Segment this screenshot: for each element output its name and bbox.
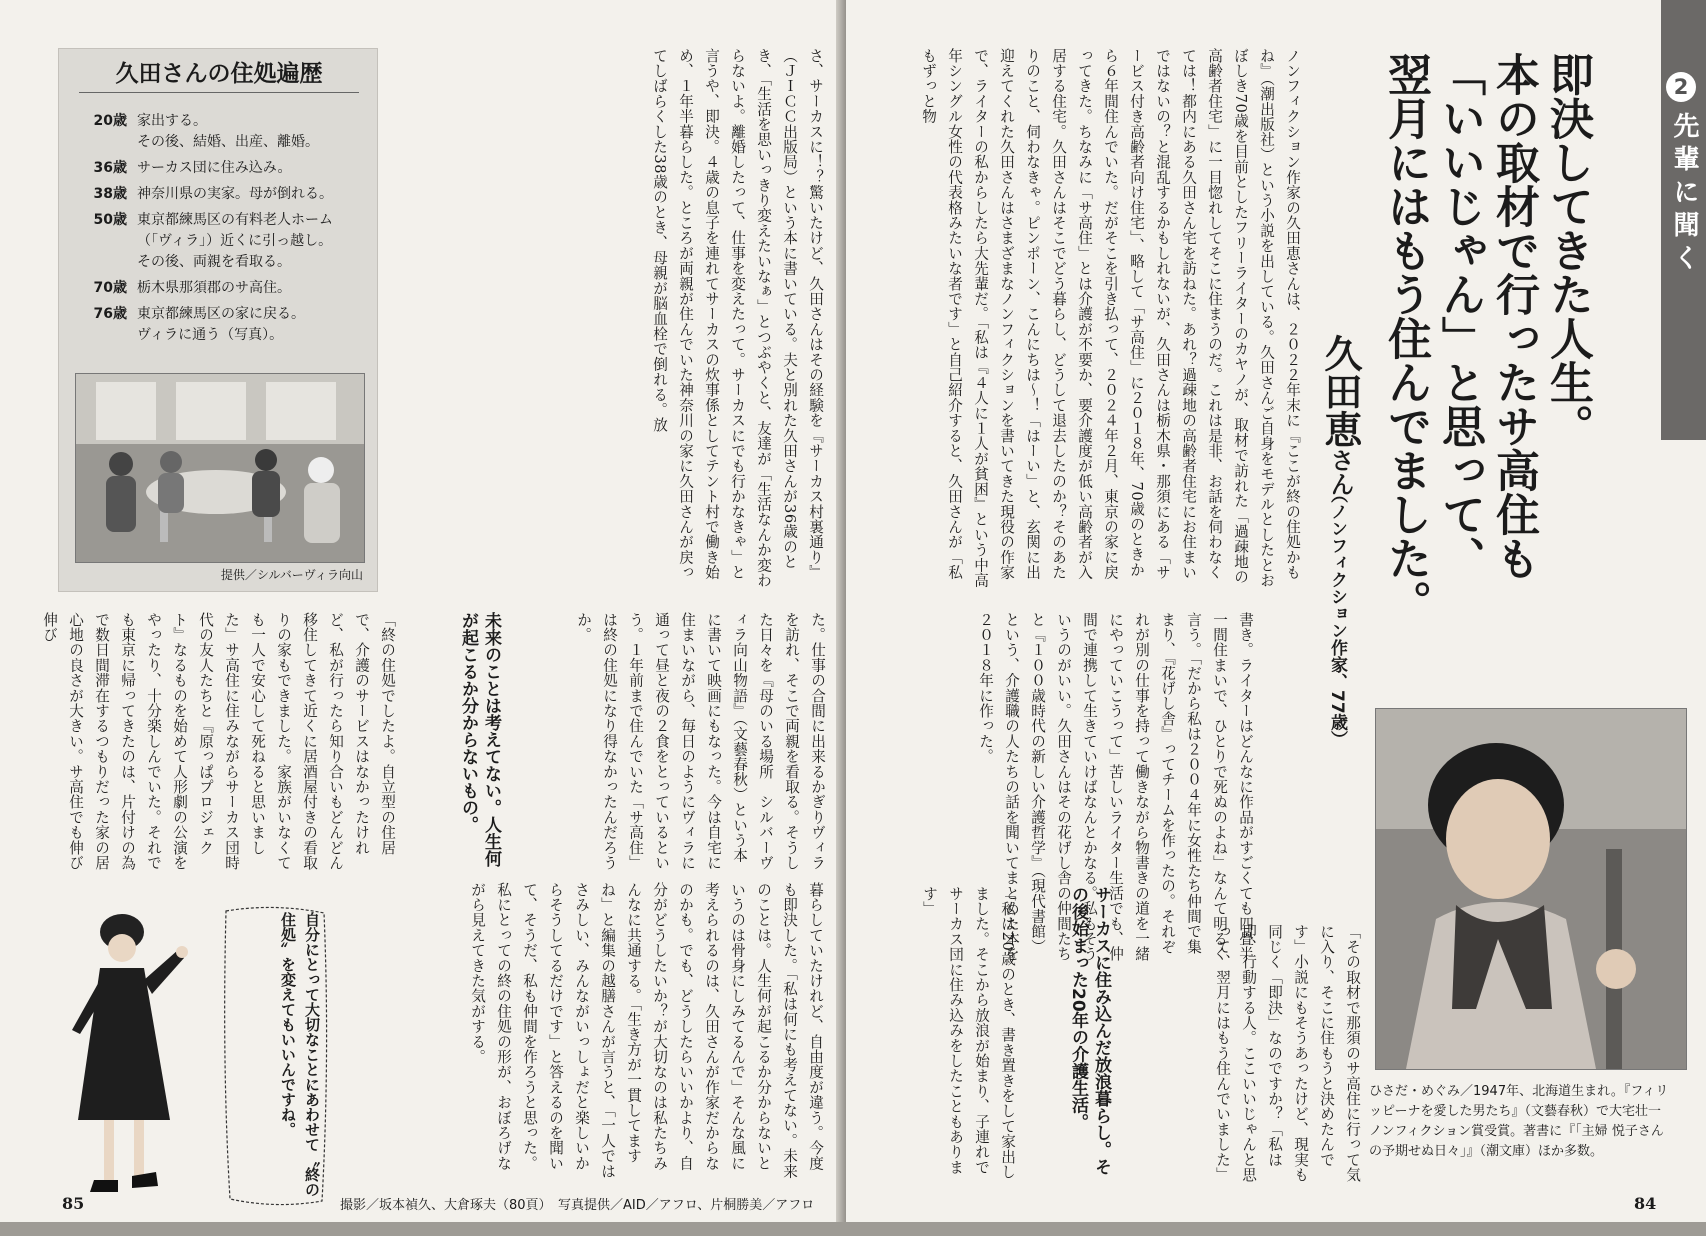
section-tab-label: 先輩に聞く bbox=[1669, 112, 1699, 277]
body-column: さ、サーカスに！？驚いたけど、久田さんはその経験を『サーカス村裏通り』（ＪＩＣＣ出版局）という本に書いている。夫と別れた久田さんが36歳のとき、「生活を思いっきり変えたいなぁ」とつぶやくと、友達が「生活なんか変わらないよ。離婚したって、仕事を変えたって。サーカスにでも行かなきゃ」と言うや、即決。４歳の息子を連れてサーカスの炊事係としてテント村で働き始め、１年半暮らした。ところが両親が住んでいた神奈川の家に久田さんが戻ってしばらくした38歳のとき、母親が脳血栓で倒れる。放 bbox=[651, 48, 824, 588]
person-name-block bbox=[1318, 334, 1362, 496]
author-caption: ひさだ・めぐみ／1947年、北海道生まれ。『フィリッピーナを愛した男たち』（文藝春秋）で大宅壮一ノンフィクション賞受賞。著書に『「主婦 悦子さんの予期せぬ日々」』（潮文庫）ほか多数。 bbox=[1369, 1084, 1669, 1159]
timeline-age: 36歳 bbox=[93, 160, 127, 176]
body-column: 「その取材で那須のサ高住に行って気に入り、そこに住もうと決めたんです」小説にもそうあったけど、現実も同じく「即決」なのですか？「私は即、行動する人。ここいいじゃんと思って、翌月にはもう住んでいました」 bbox=[1214, 924, 1361, 1183]
box-title: 久田さんの住処遍歴 bbox=[79, 55, 359, 93]
person-name: 久田恵 bbox=[1318, 334, 1362, 448]
residence-history-box bbox=[58, 48, 378, 592]
author-portrait-photo bbox=[1375, 708, 1687, 1070]
headline-line-2: 本の取材で行ったサ高住も bbox=[1488, 52, 1539, 580]
timeline-text: 神奈川県の実家。母が倒れる。 bbox=[137, 186, 333, 202]
person-honorific: さん bbox=[1326, 448, 1354, 496]
body-column: 「終の住処でしたよ。自立型の住居で、介護のサービスはなかったけれど、私が行ったら知り合いもどんどん移住してきて近くに居酒屋付きの看取りの家もできました。家族がいなくても一人で安心して死ねると思いました」サ高住に住みながらサーカス団時代の友人たちと『原っぱプロジェクト』なるものを始めて人形劇の公演をやったり、十分楽しんでいた。それでも東京に帰ってきたのは、片付けの為で数日間滞在するつもりだった家の居心地の良さが大きい。サ高住でも伸び伸び bbox=[41, 612, 396, 871]
body-column: 「私は20歳のとき、書き置きをして家出しました。そこから放浪が始まり、子連れでサーカス団に住み込みをしたこともあります」 bbox=[921, 886, 1016, 1180]
page-number-left: 85 bbox=[62, 1194, 85, 1213]
timeline-list bbox=[67, 111, 367, 351]
photo-credit: 提供／シルバーヴィラ向山 bbox=[220, 568, 363, 582]
scan-bottom-edge bbox=[0, 1222, 1706, 1236]
timeline-item bbox=[67, 184, 367, 205]
timeline-text: 東京都練馬区の家に戻る。 ヴィラに通う（写真）。 bbox=[137, 306, 305, 343]
section-heading: サーカスに住み込んだ放浪暮らし。その後始まった20年の介護生活。 bbox=[1068, 886, 1111, 1175]
body-column: 暮らしていたけれど、自由度が違う。今度も即決した。「私は何にも考えてない。未来のことは。人生何が起こるか分からないというのは骨身にしみてるんで」そんな風に考えられるのは、久田さんが作家だからなのかも。でも、どうしたらいいかより、自分がどうしたいか？が大切なのは私たちみんなに共通する。「生き方が一貫してますね」と編集の越膳さんが言うと、「一人ではさみしい、みんながいっしょだと楽しいからそうしてるだけです」と答えるのを聞いて、そうだ、私も仲間を作ろうと思った。私にとっての終の住処の形が、おぼろげながら見えてきた気がする。 bbox=[469, 882, 824, 1179]
section-number-badge: 2 bbox=[1666, 72, 1696, 102]
timeline-age: 76歳 bbox=[93, 306, 127, 322]
section-heading: 未来のことは考えてない。人生何が起こるか分からないもの。 bbox=[458, 612, 501, 867]
timeline-text: 栃木県那須郡のサ高住。 bbox=[137, 280, 291, 296]
body-column: た。仕事の合間に出来るかぎりヴィラを訪れ、そこで両親を看取る。そうした日々を『母のいる場所 シルバーヴィラ向山物語』（文藝春秋）という本に書いて映画にもなった。今は自宅に住まいながら、毎日のようにヴィラに通って昼と夜の２食をとっているという。１年前まで住んでいた「サ高住」は終の住処になり得なかったんだろうか。 bbox=[575, 612, 826, 871]
headline-line-3: 「いいじゃん」と思って、 bbox=[1434, 52, 1485, 580]
timeline-text: 家出する。 その後、結婚、出産、離婚。 bbox=[137, 113, 319, 150]
timeline-item bbox=[67, 158, 367, 179]
timeline-item bbox=[67, 304, 367, 346]
timeline-item bbox=[67, 210, 367, 273]
speech-bubble-text: 自分にとって大切なことにあわせて〝終の住処〟を変えてもいいんですね。 bbox=[279, 912, 321, 1197]
person-illustration bbox=[60, 910, 220, 1210]
page-left bbox=[0, 0, 846, 1236]
headline-line-4: 翌月にはもう住んでました。 bbox=[1380, 52, 1431, 624]
timeline-age: 38歳 bbox=[93, 186, 127, 202]
timeline-text: 東京都練馬区の有料老人ホーム （「ヴィラ」）近くに引っ越し。 その後、両親を看取る。 bbox=[137, 212, 333, 270]
timeline-age: 50歳 bbox=[93, 212, 127, 228]
page-number-right: 84 bbox=[1634, 1194, 1657, 1213]
timeline-item bbox=[67, 278, 367, 299]
timeline-item bbox=[67, 111, 367, 153]
person-title: （ノンフィクション作家、77歳） bbox=[1327, 486, 1347, 748]
body-column: 書き。ライターはどんなに作品がすごくても四畳半一間住まいで、ひとりで死ぬのよね」なんて明るく言う。「だから私は２００４年に女性たち仲間で集まり、『花げし舎』ってチームを作ったの。それぞれが別の仕事を持って働きながら物書きの道を一緒にやっていこうって」苦しいライター生活でも、仲間で連携して生きていけばなんとかなる。私もそういうのがいい。久田さんはその花げし舎の仲間たちと『１００歳時代の新しい介護哲学』（現代書館）という、介護職の人たちの話を聞いてまとめた本を２０１８年に作った。 bbox=[977, 612, 1254, 962]
villa-photo bbox=[75, 373, 365, 563]
headline-line-1: 即決してきた人生。 bbox=[1542, 52, 1593, 448]
timeline-age: 70歳 bbox=[93, 280, 127, 296]
timeline-text: サーカス団に住み込み。 bbox=[137, 160, 292, 176]
body-column: ノンフィクション作家の久田恵さんは、２０２２年末に『ここが終の住処かもね』（潮出版社）という小説を出している。久田さんご自身をモデルとしたとおぼしき70歳を目前としたフリーライターのカヤノが、取材で訪れた「過疎地の高齢者住宅」に一目惚れしてそこに住まうのだ。これは是非、お話を伺わなくては！都内にある久田さん宅を訪ねた。あれ？過疎地の高齢者住宅にお住まいではないの？と混乱するかもしれないが、久田さんは栃木県・那須にある「サービス付き高齢者向け住宅」、略して「サ高住」に２０１８年、70歳のときから６年間住んでいた。だがそこを引き払って、２０２４年２月、東京の家に戻ってきた。ちなみに「サ高住」とは介護が不要か、要介護度が低い高齢者が入居する住宅。久田さんはそこでどう暮らし、どうして退去したのか？そのあたりのこと、伺わなきゃ。ピンポーン、こんにちは～！「はーい」と、玄関に出迎えてくれた久田さんはさまざまなノンフィクションを書いてきた現役の作家で、ライターの私からしたら大先輩だ。「私は『４人に１人が貧困』という中高年シングル女性の代表格みたいな者です」と自己紹介すると、久田さんが「私もずっと物 bbox=[920, 48, 1301, 588]
timeline-age: 20歳 bbox=[93, 113, 127, 129]
photo-credits: 撮影／坂本禎久、大倉琢夫（80頁） 写真提供／AID／アフロ、片桐勝美／アフロ bbox=[340, 1198, 815, 1213]
